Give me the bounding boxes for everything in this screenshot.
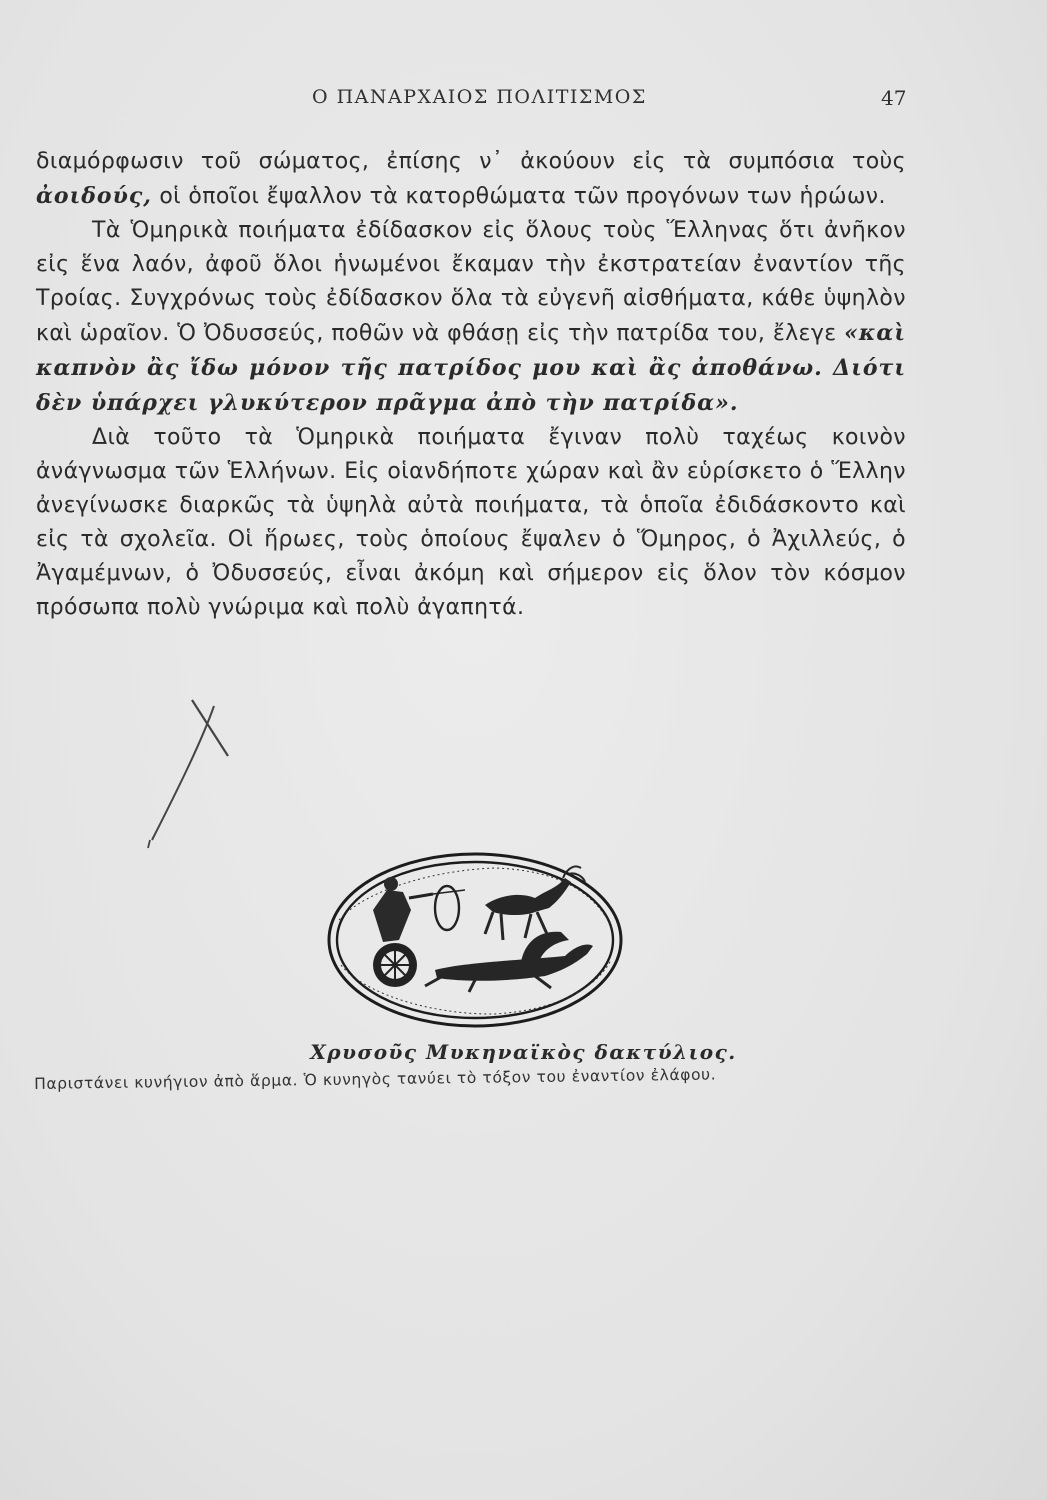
paragraph-1-text-b: οἱ ὁποῖοι ἔψαλλον τὰ κατορθώματα τῶν προγόνων των ἡρώων.: [151, 184, 886, 209]
paragraph-2-quote: «καὶ καπνὸν ἂς ἴδω μόνον τῆς πατρίδος μου καὶ ἂς ἀποθάνω. Διότι δὲν ὑπάρχει γλυκύτερον πρᾶγμα ἀπὸ τὴν πατρίδα».: [36, 320, 906, 416]
paragraph-2: [36, 214, 906, 421]
body-text: [36, 145, 906, 625]
paragraph-3: Διὰ τοῦτο τὰ Ὁμηρικὰ ποιήματα ἔγιναν πολὺ ταχέως κοινὸν ἀνάγνωσμα τῶν Ἑλλήνων. Εἰς οἱανδήποτε χώραν καὶ ἂν εὑρίσκετο ὁ Ἕλλην ἀνεγίνωσκε διαρκῶς τὰ ὑψηλὰ αὐτὰ ποιήματα, τὰ ὁποῖα ἐδιδάσκοντο καὶ εἰς τὰ σχολεῖα. Οἱ ἥρωες, τοὺς ὁποίους ἔψαλεν ὁ Ὅμηρος, ὁ Ἀχιλλεύς, ὁ Ἀγαμέμνων, ὁ Ὀδυσσεύς, εἶναι ἀκόμη καὶ σήμερον εἰς ὅλον τὸν κόσμον πρόσωπα πολὺ γνώριμα καὶ πολὺ ἀγαπητά.: [36, 425, 906, 620]
running-title: Ο ΠΑΝΑΡΧΑΙΟΣ ΠΟΛΙΤΙΣΜΟΣ: [312, 86, 647, 108]
paragraph-2-text: Τὰ Ὁμηρικὰ ποιήματα ἐδίδασκον εἰς ὅλους τοὺς Ἕλληνας ὅτι ἀνῆκον εἰς ἕνα λαόν, ἀφοῦ ὅλοι ἡνωμένοι ἔκαμαν τὴν ἐκστρατείαν ἐναντίον τῆς Τροίας. Συγχρόνως τοὺς ἐδίδασκον ὅλα τὰ εὐγενῆ αἰσθήματα, κάθε ὑψηλὸν καὶ ὡραῖον. Ὁ Ὀδυσσεύς, ποθῶν νὰ φθάσῃ εἰς τὴν πατρίδα του, ἔλεγε: [36, 218, 906, 346]
page-number: 47: [881, 86, 907, 110]
running-head: [0, 86, 1047, 116]
figure-caption-text: Παριστάνει κυνήγιον ἀπὸ ἅρμα. Ὁ κυνηγὸς τανύει τὸ τόξον του ἐναντίον ἐλάφου.: [34, 1065, 717, 1093]
signet-ring-illustration: [325, 850, 625, 1030]
paragraph-1-text-a: διαμόρφωσιν τοῦ σώματος, ἐπίσης ν᾿ ἀκούουν εἰς τὰ συμπόσια τοὺς: [36, 149, 906, 174]
paragraph-1-emphasis: ἀοιδούς,: [36, 183, 152, 209]
paragraph-1: [36, 145, 906, 214]
figure-caption-title: Χρυσοῦς Μυκηναϊκὸς δακτύλιος.: [310, 1040, 737, 1064]
pencil-mark: [140, 690, 250, 850]
